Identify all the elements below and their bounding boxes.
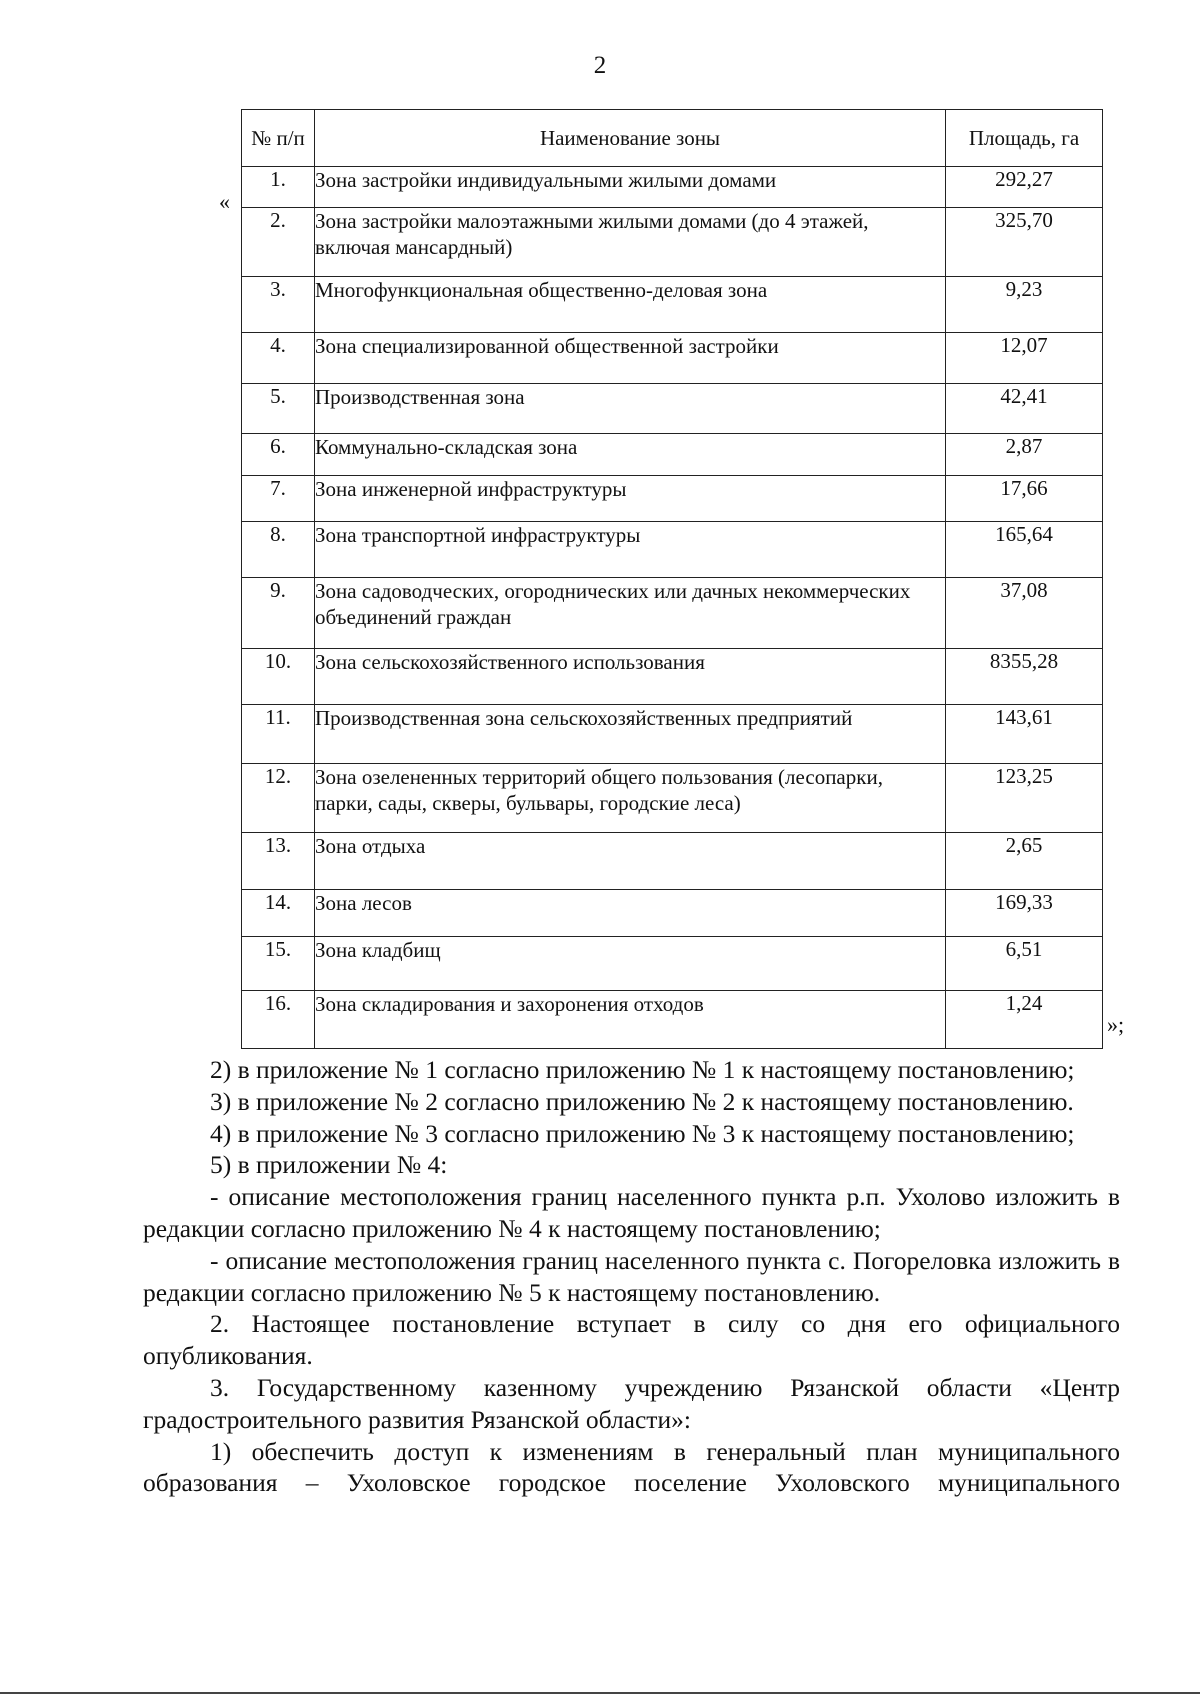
row-name: Производственная зона сельскохозяйственных предприятий bbox=[315, 705, 946, 764]
row-name: Зона складирования и захоронения отходов bbox=[315, 991, 946, 1049]
row-num: 16. bbox=[242, 991, 315, 1049]
page-bottom-edge bbox=[0, 1692, 1200, 1694]
row-num: 6. bbox=[242, 434, 315, 476]
row-name: Зона инженерной инфраструктуры bbox=[315, 476, 946, 522]
row-name: Зона сельскохозяйственного использования bbox=[315, 649, 946, 705]
row-num: 11. bbox=[242, 705, 315, 764]
table-row bbox=[242, 764, 1103, 833]
row-num: 5. bbox=[242, 384, 315, 434]
row-num: 8. bbox=[242, 522, 315, 578]
resolution-body bbox=[143, 1054, 1120, 1499]
row-area: 325,70 bbox=[946, 208, 1103, 277]
row-name: Зона садоводческих, огороднических или дачных некоммерческих объединений граждан bbox=[315, 578, 946, 649]
table-row bbox=[242, 890, 1103, 937]
row-area: 169,33 bbox=[946, 890, 1103, 937]
row-name: Зона отдыха bbox=[315, 833, 946, 890]
row-name: Зона кладбищ bbox=[315, 937, 946, 991]
page-number: 2 bbox=[593, 52, 607, 79]
row-area: 143,61 bbox=[946, 705, 1103, 764]
table-row bbox=[242, 333, 1103, 384]
row-num: 7. bbox=[242, 476, 315, 522]
row-name: Зона застройки индивидуальными жилыми домами bbox=[315, 167, 946, 208]
row-area: 123,25 bbox=[946, 764, 1103, 833]
table-row bbox=[242, 384, 1103, 434]
row-area: 17,66 bbox=[946, 476, 1103, 522]
row-area: 37,08 bbox=[946, 578, 1103, 649]
header-name: Наименование зоны bbox=[315, 110, 946, 167]
row-name: Зона лесов bbox=[315, 890, 946, 937]
row-name: Многофункциональная общественно-деловая зона bbox=[315, 277, 946, 333]
row-area: 42,41 bbox=[946, 384, 1103, 434]
table-row bbox=[242, 522, 1103, 578]
paragraph: 1) обеспечить доступ к изменениям в генеральный план муниципального образования – Ухоловское городское поселение Ухоловского муниципального bbox=[143, 1436, 1120, 1498]
table-row bbox=[242, 476, 1103, 522]
table-close-quote: »; bbox=[1107, 1012, 1125, 1037]
row-name: Производственная зона bbox=[315, 384, 946, 434]
row-area: 1,24 bbox=[946, 991, 1103, 1049]
paragraph: 3. Государственному казенному учреждению Рязанской области «Центр градостроительного развития Рязанской области»: bbox=[143, 1372, 1120, 1434]
row-area: 292,27 bbox=[946, 167, 1103, 208]
row-num: 9. bbox=[242, 578, 315, 649]
table-row bbox=[242, 649, 1103, 705]
header-num: № п/п bbox=[242, 110, 315, 167]
row-num: 3. bbox=[242, 277, 315, 333]
row-num: 10. bbox=[242, 649, 315, 705]
row-area: 6,51 bbox=[946, 937, 1103, 991]
zones-table bbox=[241, 109, 1103, 1049]
row-num: 12. bbox=[242, 764, 315, 833]
paragraph: 5) в приложении № 4: bbox=[210, 1150, 448, 1180]
row-num: 13. bbox=[242, 833, 315, 890]
row-name: Зона транспортной инфраструктуры bbox=[315, 522, 946, 578]
row-area: 2,65 bbox=[946, 833, 1103, 890]
table-row bbox=[242, 167, 1103, 208]
row-area: 12,07 bbox=[946, 333, 1103, 384]
row-num: 2. bbox=[242, 208, 315, 277]
row-area: 8355,28 bbox=[946, 649, 1103, 705]
row-num: 14. bbox=[242, 890, 315, 937]
table-row bbox=[242, 578, 1103, 649]
paragraph: - описание местоположения границ населенного пункта р.п. Ухолово изложить в редакции согласно приложению № 4 к настоящему постановлению; bbox=[143, 1182, 1120, 1243]
row-area: 165,64 bbox=[946, 522, 1103, 578]
paragraph: 3) в приложение № 2 согласно приложению № 2 к настоящему постановлению. bbox=[210, 1086, 1074, 1116]
table-header-row bbox=[242, 110, 1103, 167]
table-row bbox=[242, 434, 1103, 476]
table-row bbox=[242, 991, 1103, 1049]
row-area: 2,87 bbox=[946, 434, 1103, 476]
row-num: 1. bbox=[242, 167, 315, 208]
row-num: 4. bbox=[242, 333, 315, 384]
table-row bbox=[242, 833, 1103, 890]
row-name: Зона застройки малоэтажными жилыми домами (до 4 этажей, включая мансардный) bbox=[315, 208, 946, 277]
row-name: Зона специализированной общественной застройки bbox=[315, 333, 946, 384]
row-num: 15. bbox=[242, 937, 315, 991]
table-row bbox=[242, 277, 1103, 333]
table-open-quote: « bbox=[219, 189, 230, 214]
row-name: Коммунально-складская зона bbox=[315, 434, 946, 476]
table-row bbox=[242, 705, 1103, 764]
paragraph: 2. Настоящее постановление вступает в силу со дня его официального опубликования. bbox=[143, 1309, 1120, 1371]
paragraph: - описание местоположения границ населенного пункта с. Погореловка изложить в редакции согласно приложению № 5 к настоящему постановлению. bbox=[143, 1245, 1120, 1307]
header-area: Площадь, га bbox=[946, 110, 1103, 167]
row-area: 9,23 bbox=[946, 277, 1103, 333]
paragraph: 2) в приложение № 1 согласно приложению № 1 к настоящему постановлению; bbox=[210, 1055, 1075, 1084]
table-row bbox=[242, 208, 1103, 277]
paragraph: 4) в приложение № 3 согласно приложению № 3 к настоящему постановлению; bbox=[210, 1118, 1075, 1148]
row-name: Зона озелененных территорий общего пользования (лесопарки, парки, сады, скверы, бульвары, городские леса) bbox=[315, 764, 946, 833]
table-row bbox=[242, 937, 1103, 991]
